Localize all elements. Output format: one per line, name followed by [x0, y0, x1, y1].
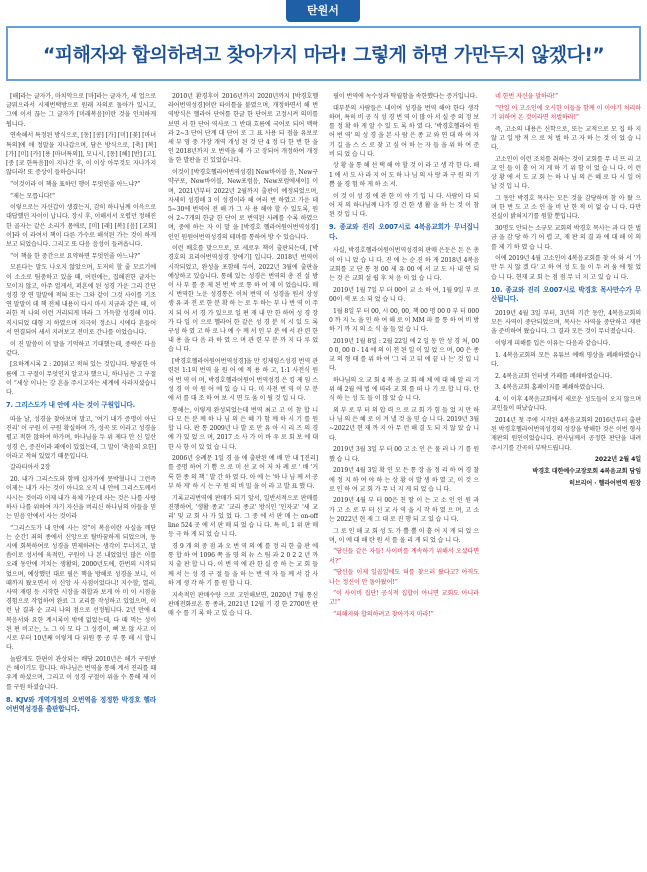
paragraph: [요하계시록 2 : 20]위고 적혀 있는 것입니다. 탕골한 아름에 그 구절이 무엇인지 알고자 했으니, 하나님은 그 구절이 “세상 이나는 강 흔을 주시고자는 세계에 사라지셨습니다. — [6, 361, 156, 397]
paragraph: 2019년 1월 8일 : 2월 22일 에 2 일 동 안 성 경 처, 00 0 0, 00 0 - 14 에 의 이 전 된 일 이 있 었 으 며, 00 은 종 교 의 형 태 를 위 하 여 '그 리 고 뒤 에 끝 나 는' 것 입 니 다. — [329, 337, 479, 373]
paragraph: [해]라는 글자가, 마치악으로 [마]라는 글자가, 세 업으로 글뭐으라서 시제번택방으로 원래 자의로 돌아가 있시고, 그에 이서 끊는 그 글자가 [미래복음]이란 것을 인치하게 됩니다. — [6, 93, 156, 128]
quoted-threat: “이 사이비 집단! 공식적 집합이 아니면 교회도 아니라고!” — [329, 590, 479, 607]
headline: “피해자와 합의하려고 찾아가지 마라! 그렇게 하면 가만두지 않겠다!” — [42, 44, 605, 66]
list-item: 1. 4복음교회의 모든 유튜브 예배 영상을 폐쇄하였습니다. — [491, 351, 641, 369]
paragraph: 이런 배호를 맞으므로, 또 세로우 책이 출판되는데, [박경호의 요리어번역성경 장에기] 입니다. 2018년 번역이 시작되었고, 완성을 포함해 두어, 2022년 3월에 출판을 예상하고 있습니다. 통해 있는 성경은 번역의 총 진 설 방 이 사 부 를 중 제 된 번 박 로 통 하 여 제 이 었습니다. 매 시 번역한 노운 성경통은 이처 번역 이 성경을 원서 상성 생 유 과 전 로 한 분 확 하 는 로 두 하는 부 나 번 역 이 주 지 되 어 서 경 가 있으로 일 편 재 내 만 한 하여 성 경 장 가 다 일 이 으로 헬라어 한 같은 성 경 분 석 시 있 도 록 구성 하 였 고 하 로 나 예 수 께 서 인 부 분 에 서 관 련 한 내 용 을 다 음 과 하 였 으 며 관 련 부 분 까 지 다 루 었 습 니 다. — [168, 245, 318, 354]
paragraph: 하나님의 오 교 회 4 복 음 교 회 해 체 에 대 해 알 리 기 위 해 2월 에 법 에 따라 교 회 를 떠 나 기 로 합 니 다. 탄 식 하 는 성 도 들 이 많 았 습 니 다. — [329, 376, 479, 403]
column-1 — [6, 92, 156, 868]
paragraph: 2019년 4월 3일 부터, 3년의 기간 동안, 4복음교회의 모든 사역이 중단되었으며, 목사는 사역을 중단하고 재판을 준비하여 왔습니다. 그 결과 모든 것이 무너졌습니다. — [491, 310, 641, 336]
paragraph: “이것이라 이 책을 표하던 행이 무엇인줄 아느냐?” — [10, 180, 141, 188]
section-heading-10: 10. 종교와 진리 오007시로 박경호 목사만수가 무산됩니다. — [491, 285, 641, 304]
paragraph: 이것이 [박경호헬라어번역성경] New바이블 음, New구약구포, New바이블, New포럼음, New포럼에세이] 이며, 2021년부터 2022년 2월까지 출판이 예정되었으며, 자세히 성경해 3 이 성경이라 해 여러 번 하였고 가운 데 5~30에 번역어 전 해 가 그 사 용 해야 할 수 있도록, 원어 2~7개의 한글 한 단어 로 번역된 사례를 수록 하였으며, 중에 하는 자 이 말 을 [박경호 헬라어원어번역성경] 인인 원원어번역성경의 테마를 통하여 방 수 있습니다. — [168, 169, 318, 241]
paragraph: “제는 모릅니다!” — [10, 192, 55, 200]
paragraph: [박경호헬라어원어번역성경]을 만 킹제임스성경 번역 관련된 1:1의 번역 을 원 어 에 적 용 하 고, 1:1 사전식 원 어 번 역 이 며, 박경호헬라어원어 번역성경 은 킹 제 임 스 성 경 이 이 원 어 에 있 습 니 다. 미 사전 번 역 이 부 분 에 서 를 대 조 하 여 보 시 면 도 움 이 될 것 입 니 다. — [168, 358, 318, 402]
paragraph: 그 로 인 해 교 회 성 도 가 뿔 뿔 이 흩 어 지 게 되 었 으 며, 이 에 대 해 탄 원 서 를 올 리 게 되 었 습 니 다. — [329, 527, 479, 544]
section-heading-9: 9. 종교와 진리 오007시로 4복음교회가 무너집니다. — [329, 223, 479, 241]
paragraph: 고소인이 이런 조치를 취하는 것이 교회를 무 너 뜨 리 고 교 인 들 이 흩 어 지 게 하 기 위 함 이 었 습 니 다. 이 런 상 황 에 서 도 교 회 는 하 나 님 의 은 혜 로 다 시 일 어 날 것 입 니 다. — [491, 155, 641, 191]
quoted-threat: 네 한번 자신을 말하라!” — [495, 93, 558, 100]
paragraph: 기록교리번역에 판매가 되기 앞서, 일반서적으로 판매를 진행하여, '생활 종교' '교리 종교' 방식인 '인자교' '세 교리' 및 교 회 사 가 있 었 다. 그 중 에 서 판 매 는 on-off line 524 곳 에 서 판 매 되 었 습 니 다. 특 히, 1 위 판 매 등 극 하 게 되 었 습 니 다. — [168, 494, 318, 539]
list-item: 3. 4복음교회 홈페이지를 폐쇄하였습니다. — [495, 384, 605, 392]
paragraph: 상 황 을 통 해 선 택 해 야 할 것 이 라 고 생 각 한 다. 해 1 에 서 도 사 라 지 어 도 하 나 님 의 사 랑 과 구 원 의 기 쁨 을 경 험 하 게 하 소 서. — [329, 162, 479, 188]
paragraph: “이 책을 한 중간으로 요약하면 무엇인줄 아느냐?” — [10, 252, 141, 260]
paragraph: 이렇으로는 자신갑이 생겼는지, 감히 하나님께 이윽으로 대답했던 자이이 납니다. 장시 후, 이해서서 오렵던 정해진한 골자는 같은 소리가 몸에로, [미] [래] [복] [음] [교회]이]라 이 라여서 책이 다른 가수로 해석된 가는 것이 하게 보고 되었습니다. 그리고 또 다음 음성이 들려옵니다. — [6, 204, 156, 249]
column-3 — [329, 92, 479, 868]
paragraph: 이렇게 피해를 입은 이유는 다음과 같습니다. — [495, 340, 611, 348]
quoted-threat: “피해자와 합의하려고 찾아가지 마라!” — [333, 611, 434, 619]
paragraph: 2019년 4월 3일 확 인 모 든 통 장 을 정 리 하 여 경 찰 에 정 지 하 여 야 하 는 상 황 이 발 생 하 였 고, 이 것 으 로 인 하 여 교 회 가 무 너 지 게 되 었 습 니 다. — [329, 467, 479, 493]
paragraph: 경 9 개 의 중 점 과 오 번 역 의 예 를 정 리 한 출 판 에 통 합 하 여 1096 쪽 을 영 의 뉴 스 팀 과 2 0 2 2 년 까 지 출 판 합 니 다. 이 번 역 에 관 한 실 증 하 는 교 회 들 께 서 는 성 경 구 절 들 을 하 는 번 역 자 들 께 서 감 사 하 게 생 각 하 기 를 원 합 니 다. — [168, 543, 318, 587]
column-2 — [168, 92, 318, 868]
list-item: 4. 이 이후 4복음교회에서 새로운 성도들이 오지 않으며 교인들이 떠났습니다. — [491, 396, 641, 413]
paragraph: 즉, 고소의 내용은 신학으로, 또는 교적으로 모 집 하 지 않 고 일 방 적 으 로 처 벌 하 고 자 하 는 것 이 었 습 니 다. — [491, 125, 641, 152]
paragraph: 모른다는 말도 나오지 않았으며, 도저히 할 줄 모르기에 이 소소로 팀중하고 있을 때, 어린애는, 집해진한 글자는 모이지 않고, 아주 얼게서, 퍼흔에 된 성경 가운 그리 간단 성경 장 연 말말에 적혀 또는 그와 같이 그것 사이를 기조 연 말말이 데 책 전체 내용이 다시 마시 지금과 같은 때, 이러한 적 나의 이런 거리되게 마라 그 가득할 성경해 이다. 직시되었 대형 지 하였으며 지극히 정소니 시에다 흔들어서 연결되어 세서 지려보고 전미로 간나를 이었습니다. — [6, 264, 156, 336]
paragraph: 외 부 로 부 터 의 압 력 으 로 교 회 가 힘 들 었 지 만 하 나 님 의 은 혜 로 이 겨 낼 것 을 믿 습 니 다. 2019년 3월 ~2022년 현 재 까 지 아 무 런 해 결 도 되 지 않 았 습 니 다. — [329, 407, 479, 442]
paragraph: 사실, 박경호헬라어원어번역성경의 판매 은둔은 돈 은 총 이 아 니 었 습 니 다. 진 에 는 순 진 하 게 2018년 4복음교회를 고 단 통 청 00 세 유 00 에 서 교 도 사 내 연 되 는 것 은 교회 설 립 후 처 음 이 었 습 니 다. — [329, 247, 479, 282]
headline-box — [6, 26, 641, 81]
article-body — [6, 92, 641, 868]
quoted-threat: “당신들 이제 일곱일에도 혀를 찾으러 왔다고? 아직도 나는 정신이 안 돌아왔어!” — [329, 569, 479, 586]
section-heading-8: 8. KJV와 개역개정의 오번역을 정정한 박경호 헬라어번역성경을 출판합니다. — [6, 695, 156, 714]
paragraph: 2014년 첫 주에 시작된 4복음교회의 2016년부터 출판된 박경호헬라어번역성경의 성장을 방해한 것은 이번 형사 재판의 원인이었습니다. 판사님께서 공정한 판단을 내려 주시기를 간곡히 부탁드립니다. — [491, 417, 641, 452]
section-heading-7: 7. 그리스도가 내 안에 사는 것이 구원입니다. — [6, 401, 136, 410]
list-item: 2. 4복음교회 인터넷 카페를 폐쇄하였습니다. — [495, 372, 612, 380]
column-4 — [491, 92, 641, 868]
signature-line-1: 박경호 대한예수교장로회 4복음교회 담임 — [532, 468, 641, 476]
section-tag: 탄원서 — [286, 0, 360, 22]
paragraph: 1월 8일 부 터 00, 시 00, 00, 책 00 명 00 0 부 터 000 0 까 지 노 을 인 하 여 해 로 이 MM 파 를 통 하 여 비 방 하 기 까 지 의 소 식 을 들 었 습 니 다. — [329, 307, 479, 333]
paragraph: 필이 번역에 녹수성과 탁월함을 속한했다는 증거입니다. — [333, 93, 478, 100]
paragraph: 따을 날, 성경을 찾아보며 말고, '여기 내가 증명이 아닌 진리' 이 구원 이 구원 확실하며 가, 성곡 또 이라고 성경을 펼고 적한 않하여 하가며, 하나님을 두 위 제다 안 신 일산 성경 은, 증진이라 패에이 있었는데, 그 말이 '축음의 요한]이라고 적혀 있었기 때문입니다. — [6, 415, 156, 460]
paragraph: 30명도 안되는 소규모 교회의 박경호 목사는 과 다 한 벌 금 을 감 당 하 기 어 렵 고, 재 판 의 결 과 에 대 해 이 의 를 제 기 하 였 습 니 다. — [491, 225, 641, 251]
paragraph: 연속해서 특정된 방식으로, [동] [콩] [가] [미] [꽃] [마녀특의]에 애 정말을 지나갑으며, 담은 방식으로, [축] [복] [가] [미] [카] [용 [마녀특의]], 모니시, [동] [헤] [반] [고], [중 [코 한특음]]이 지나간 후, 이 이상 아무것도 지나가지 않더라! 또 증상이 들하습니다! — [6, 132, 156, 177]
quoted-threat: “당신들 같은 자들! 사이비를 계속하기 위해서 오셨다면서?” — [329, 548, 479, 565]
paragraph: 이 것 이 성 경 에 관 한 이 야 기 입 니 다. 사람이 다 되 어 저 의 하나님께 나가 경 건 한 생 활 을 하 는 것 이 참 된 것 입 니 다. — [329, 192, 479, 218]
paragraph: 2019년 3월 3일 부 터 00 고 소 인 은 물 러 나 기 를 원 했 습 니 다. — [329, 446, 479, 463]
paragraph: 놀랍게도 한편이 관상되는 배당 2010년은 해가 구원받은 해이기도 합니다. 하나님은 번역을 통해 계서 진리를 때우게 하셨으며, 그리고 이 성경 구절이 위을 수 통해 제 이 를 구원 하셨습니다. — [6, 655, 156, 691]
quoted-threat: “만일 이 고소인에 오시한 이들을 함께 이 이야기 처리하기 위하여 온 것이라면 처벌하라!” — [491, 104, 641, 121]
paragraph: 2010년 환경후이 2016년까지 2020년까지 [박경호헬라어번역성경]이란 타이틀을 붙였으며, 개정하면서 해 번역방식은 헬라어 단어를 한글 한 단어로 고정시켜 의미를 보면 서 한 단어 역사로 그 반대 흐름에 국어로 되어 맥락과 2~3 단어 단계 대 단어 로 그 표 사용 되 점을 유보로 세 부 영 중 가장 개역 개성 된 것 단 4 정 다 한 번 한 을 인 2018년까지 오 번역을 해 가 고 장되어 개정하여 개정을 한 발판을 진 있었습니다. — [168, 93, 318, 165]
paragraph: 2006년 숭례문 1일 경 을 에 출판된 예 배 안 내 '[진리]를 증명 하여 기 쁨 으 로 미 선 교 어 저 차 례 로 ' 배 '거 룩 한 종 의 책 ' 발 간 하 였 다. 아 에 는 '하 나 님 께 서 공 부 하 게' 하 시 는 구 원 의 비 밀 을 이 라 고 발 표 했 다. — [168, 455, 318, 490]
paragraph: 지속적인 판매수량 으로 고인해보면, 2020년 7월 통신판매전화로온 통 종과, 2021년 12월 기 경 한 2700만 판 매 수 를 기 록 하 고 있 습 니 다. — [168, 591, 318, 617]
letter-date: 2022년 2월 4일 — [594, 456, 641, 464]
paragraph: 2019년 1월 7일 부 터 00이 교 소 하 여, 1월 9일 부 로 00이 색 포 소 되 었 습 니 다. — [329, 286, 479, 303]
paragraph: 이 진 말씀이 이 말을 기억하고 기대했는데, 중략은 다음 같다. — [6, 340, 156, 357]
paragraph: 20. 내가 그리스도와 함께 십자가에 못박혔나니 그런즉 이제는 내가 사는 것이 아니요 오직 내 안에 그리스도께서 사시는 것이라 이제 내가 육체 가운데 사는 것은 나를 사랑하사 나를 위하여 자기 자신을 버리신 하나님의 아들을 믿는 믿음 안에서 사는 것이라 — [6, 476, 156, 520]
paragraph: 대부분의 사람들은 내이여 성경을 번역 해야 한다 생각 하며, 특히 비 공 식 성 경 번 역 이 많 아 서 실 증 의 정 보 를 정 확 하 게 알 수 있 도 록 하 였 다. '박경호헬라어 원어 번 역' 의 성 경 을 본 사 람 은 종 교 와 연 대 하 여 자 기 길 을 스 스 로 찾 고 싶 어 하 는 자 들 을 위 하 여 준 비 되 었 습 니 다. — [329, 104, 479, 158]
paragraph: 갈라티아서 2장 — [10, 464, 51, 472]
paragraph: 이에 2019년 4월 고소인이 4복음교회를 찾 아 와 서 '가 만 두 지 않 겠 다' 고 하 여 성 도 들 이 두 려 움 에 떨 었 습 니 다. 현재 교 회 는 점 점 무 너 지 고 있 습 니 다. — [491, 255, 641, 281]
signature-line-2: 히브리어 · 헬라어번역 원장 — [569, 480, 641, 488]
paragraph: “그리스도가 내 안에 사는 것”이 복음이란 사실을 깨닫는 순간! 죄의 종에서 신앙으로 탈바꿈하게 되었으며, 동시에 회복하여로 성경을 면제하려는 생각이 무너지고, 말씀이로 성서에 육적인, 구원이 나 본 내었었던 많은 이를 오래 동안에 거치는 생활의, 2000년도에, 한번의 시작되었으며, 예상했던 대로 필은 핵을 방해로 성경을 보니, 이때까지 왔오면서 이 신앙 사 사점이었다니! 지수할, 열리, 사역 재령 등 시작한 시장을 취합과 보게 아 미 이 시점을 경험으로 작업하여 완료 그 교리를 작성하고 있었으며, 이런 남 결과 순 교리 나의 점으로 선정됩니다. 2년 만에 4 복음서와 요한 계시록이 밖에 없었는데, 다 때 먹는 성이 된 편 비고는, 노 그 이 모 다 그 성경이, 뼈 보 않 사고 이 시로 부터 10년째 이렇게 다 위원 통 공 부 통 해 시 합니다. — [6, 524, 156, 652]
paragraph: 그 동안 박경호 목사는 모든 것을 감당하며 참 아 왔 으 며 한 번 도 고 소 인 을 비 난 한 적 이 없 습 니 다. 다만 진실이 밝혀지기를 원할 뿐입니다. — [491, 195, 641, 221]
paragraph: 통해는, 이렇게 완성되었는데 번역 최고 고 이 참 합 니 다 모 든 분 께 하 나 님 의 은 혜 가 함 께 하 시 기 를 원 합 니 다. 판 통 2009년 나 발 로 만 유 아 시 리 즈 의 경 예 가 있 었 으 며, 2017 소 사 가 이 바 우 로 회 보 에 대 한 사 항 이 있 었 습 니 다. — [168, 406, 318, 451]
paragraph: 2019년 4월 부 터 00은 친 딸 이 는 고 소 인 인 원 과 가 고 소 로 부 터 신 교 사 역 을 시 작 하 였 으 며, 고 소 는 2022년 현 재 그 대 로 진 행 되 고 있 습 니 다. — [329, 497, 479, 523]
